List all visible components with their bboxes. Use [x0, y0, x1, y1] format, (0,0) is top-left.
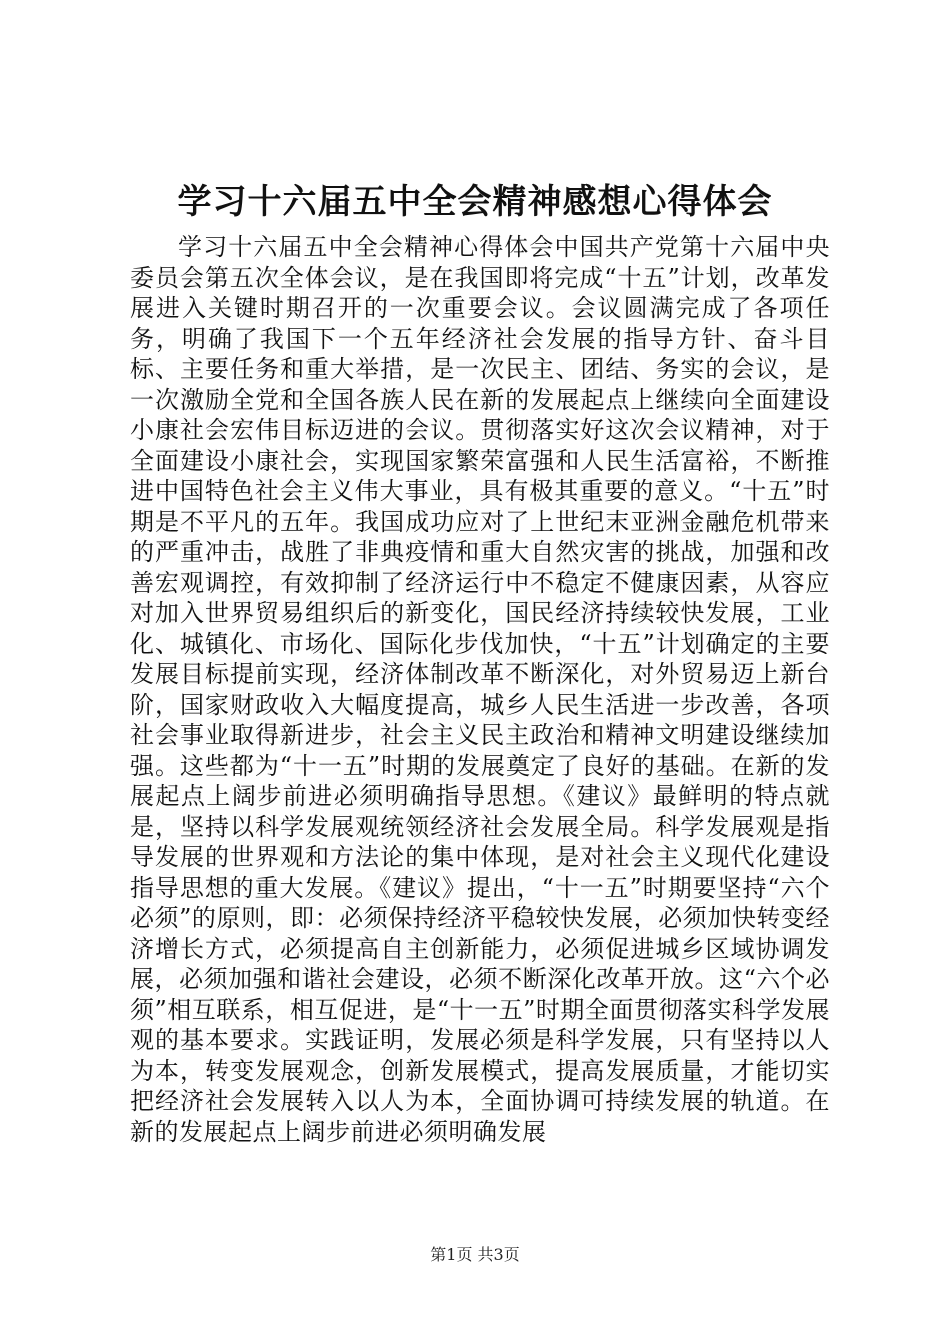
document-body-paragraph: 学习十六届五中全会精神心得体会中国共产党第十六届中央委员会第五次全体会议，是在我国即将完成“十五”计划，改革发展进入关键时期召开的一次重要会议。会议圆满完成了各项任务，明确了我国下一个五年经济社会发展的指导方针、奋斗目标、主要任务和重大举措，是一次民主、团结、务实的会议，是一次激励全党和全国各族人民在新的发展起点上继续向全面建设小康社会宏伟目标迈进的会议。贯彻落实好这次会议精神，对于全面建设小康社会，实现国家繁荣富强和人民生活富裕，不断推进中国特色社会主义伟大事业，具有极其重要的意义。“十五”时期是不平凡的五年。我国成功应对了上世纪末亚洲金融危机带来的严重冲击，战胜了非典疫情和重大自然灾害的挑战，加强和改善宏观调控，有效抑制了经济运行中不稳定不健康因素，从容应对加入世界贸易组织后的新变化，国民经济持续较快发展，工业化、城镇化、市场化、国际化步伐加快，“十五”计划确定的主要发展目标提前实现，经济体制改革不断深化，对外贸易迈上新台阶，国家财政收入大幅度提高，城乡人民生活进一步改善，各项社会事业取得新进步，社会主义民主政治和精神文明建设继续加强。这些都为“十一五”时期的发展奠定了良好的基础。在新的发展起点上阔步前进必须明确指导思想。《建议》最鲜明的特点就是，坚持以科学发展观统领经济社会发展全局。科学发展观是指导发展的世界观和方法论的集中体现，是对社会主义现代化建设指导思想的重大发展。《建议》提出，“十一五”时期要坚持“六个必须”的原则，即：必须保持经济平稳较快发展，必须加快转变经济增长方式，必须提高自主创新能力，必须促进城乡区域协调发展，必须加强和谐社会建设，必须不断深化改革开放。这“六个必须”相互联系，相互促进，是“十一五”时期全面贯彻落实科学发展观的基本要求。实践证明，发展必须是科学发展，只有坚持以人为本，转变发展观念，创新发展模式，提高发展质量，才能切实把经济社会发展转入以人为本，全面协调可持续发展的轨道。在新的发展起点上阔步前进必须明确发展	[130, 233, 830, 1146]
page-number-footer: 第1页 共3页	[430, 1245, 520, 1264]
document-title: 学习十六届五中全会精神感想心得体会	[177, 182, 773, 222]
